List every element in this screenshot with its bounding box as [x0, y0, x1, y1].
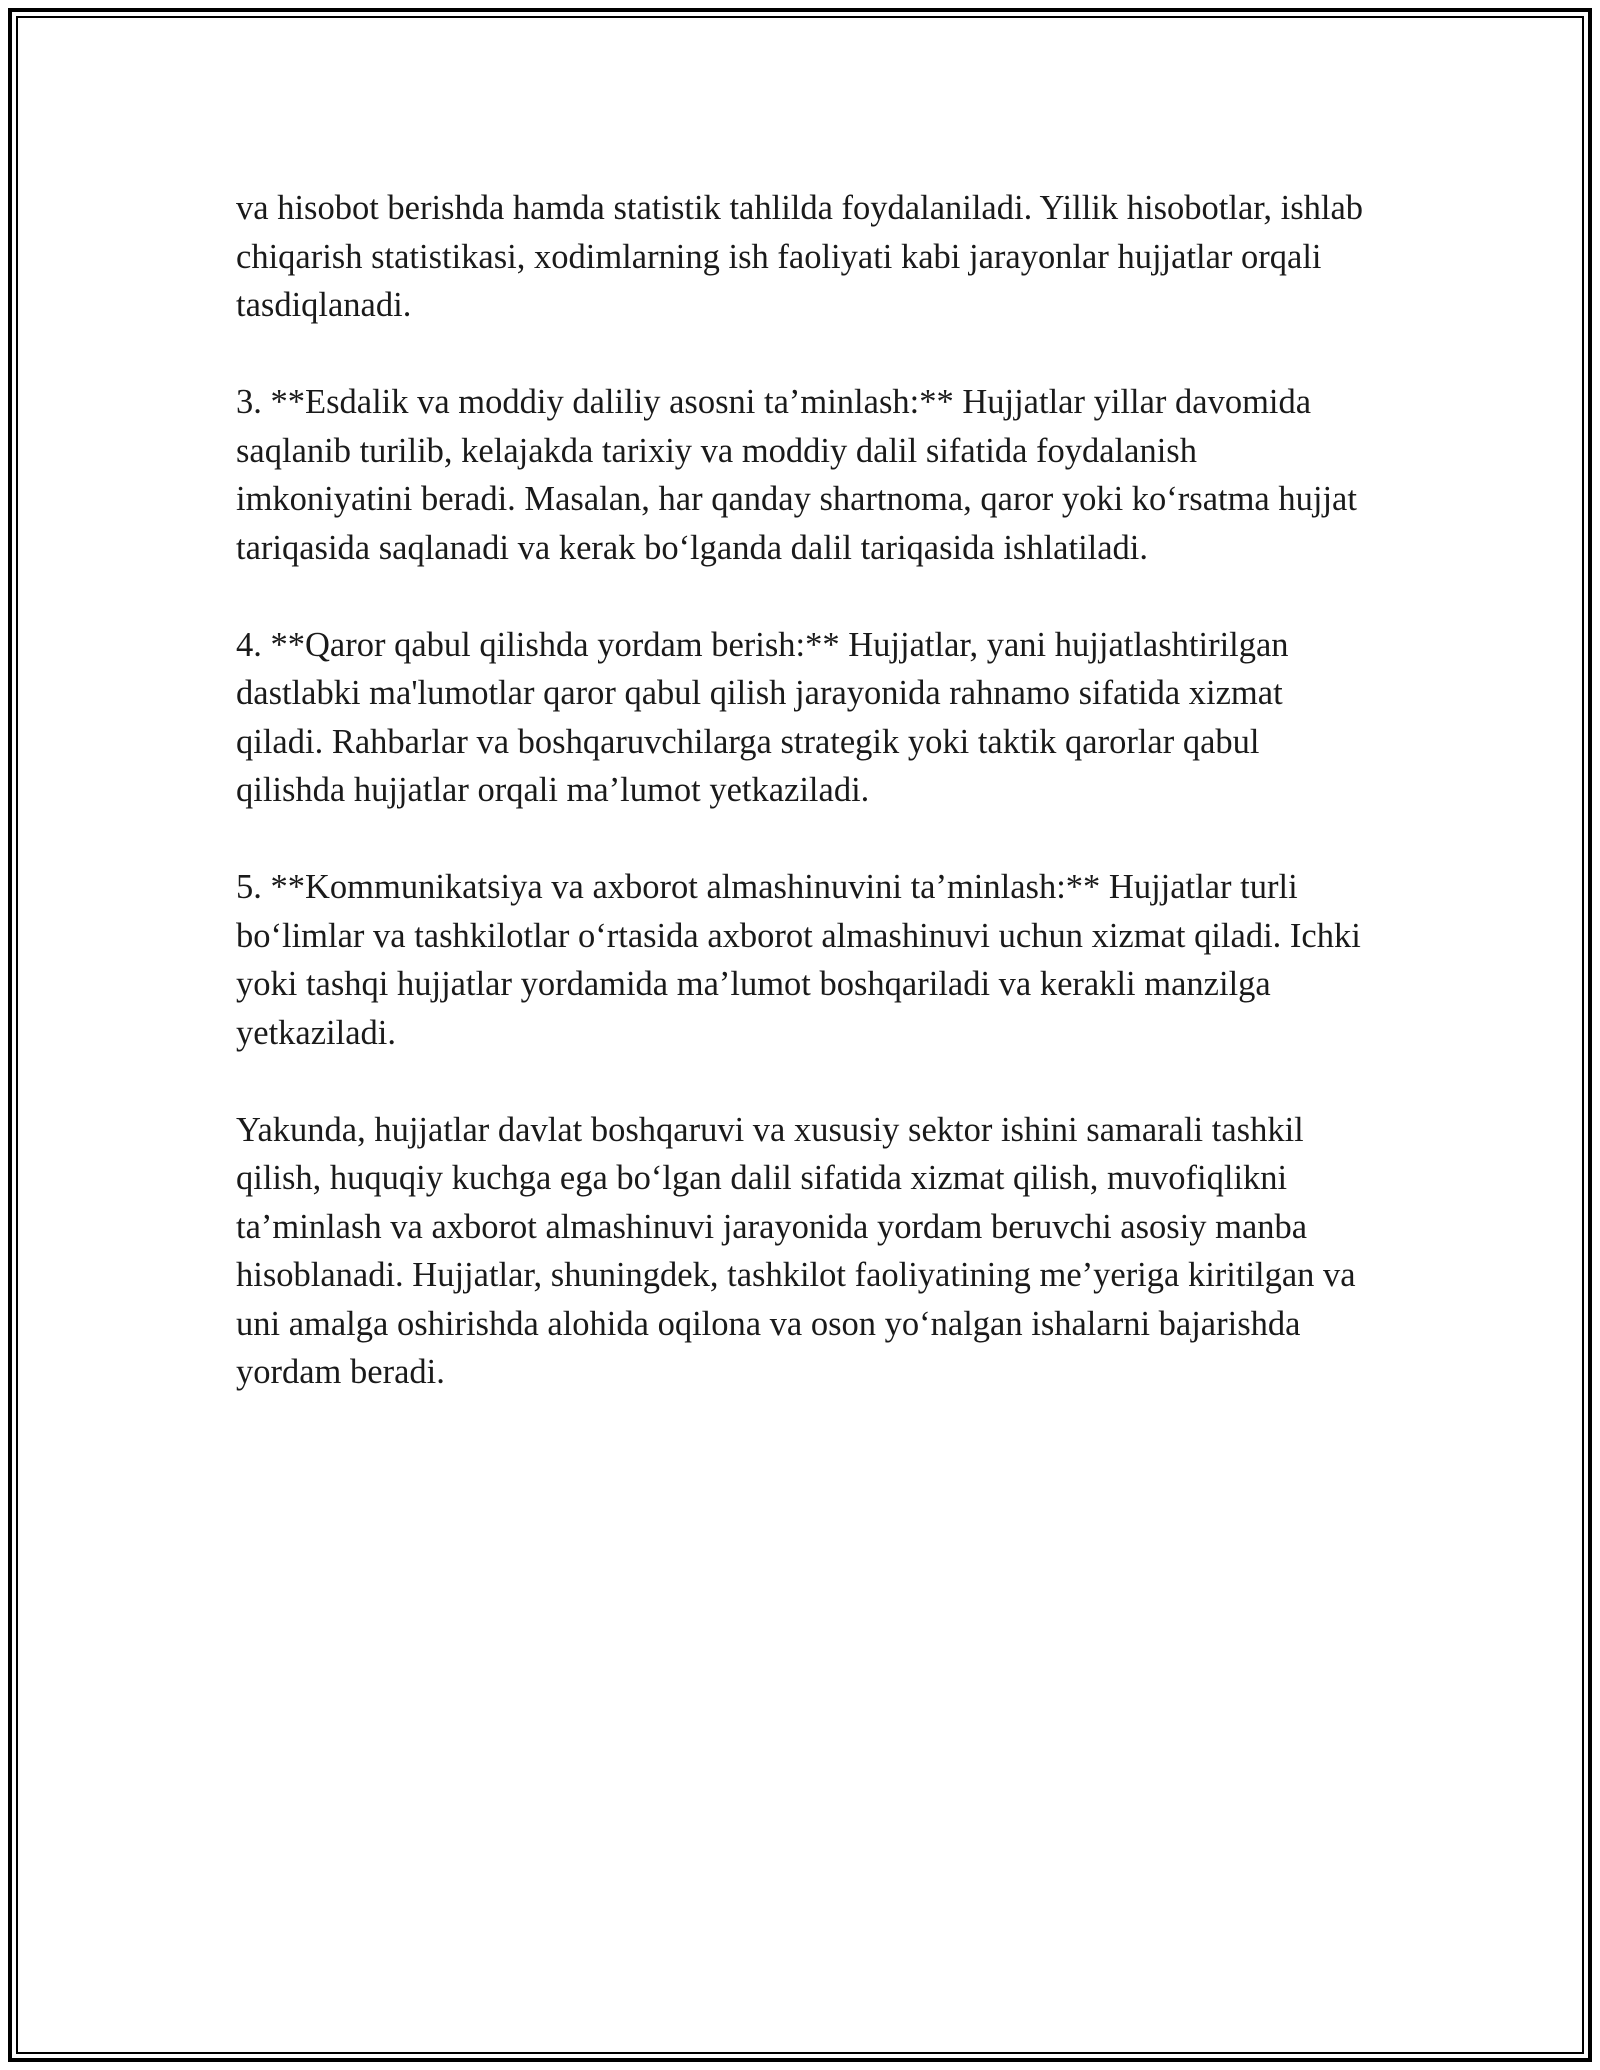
paragraph-statistics: va hisobot berishda hamda statistik tahlilda foydalaniladi. Yillik hisobotlar, ishlab chiqarish statistikasi, xodimlarning ish faoliyati kabi jarayonlar hujjatlar orqali tasdiqlanadi. [236, 189, 1364, 324]
paragraph-conclusion: Yakunda, hujjatlar davlat boshqaruvi va xususiy sektor ishini samarali tashkil qilish, huquqiy kuchga ega bo‘lgan dalil sifatida xizmat qilish, muvofiqlikni ta’minlash va axborot almashinuvi jarayonida yordam beruvchi asosiy manba hisoblanadi. Hujjatlar, shuningdek, tashkilot faoliyatining me’yeriga kiritilgan va uni amalga oshirishda alohida oqilona va oson yo‘nalgan ishalarni bajarishda yordam beradi. [236, 1110, 1356, 1391]
document-body [236, 184, 1376, 1445]
paragraph-item-4: 4. **Qaror qabul qilishda yordam berish:** Hujjatlar, yani hujjatlashtirilgan dastlabki ma'lumotlar qaror qabul qilish jarayonida rahnamo sifatida xizmat qiladi. Rahbarlar va boshqaruvchilarga strategik yoki taktik qarorlar qabul qilishda hujjatlar orqali ma’lumot yetkaziladi. [236, 625, 1289, 809]
paragraph-item-3: 3. **Esdalik va moddiy daliliy asosni ta’minlash:** Hujjatlar yillar davomida saqlanib turilib, kelajakda tarixiy va moddiy dalil sifatida foydalanish imkoniyatini beradi. Masalan, har qanday shartnoma, qaror yoki ko‘rsatma hujjat tariqasida saqlanadi va kerak bo‘lganda dalil tariqasida ishlatiladi. [236, 383, 1357, 567]
paragraph-item-5: 5. **Kommunikatsiya va axborot almashinuvini ta’minlash:** Hujjatlar turli bo‘limlar va tashkilotlar o‘rtasida axborot almashinuvi uchun xizmat qiladi. Ichki yoki tashqi hujjatlar yordamida ma’lumot boshqariladi va kerakli manzilga yetkaziladi. [236, 868, 1361, 1052]
